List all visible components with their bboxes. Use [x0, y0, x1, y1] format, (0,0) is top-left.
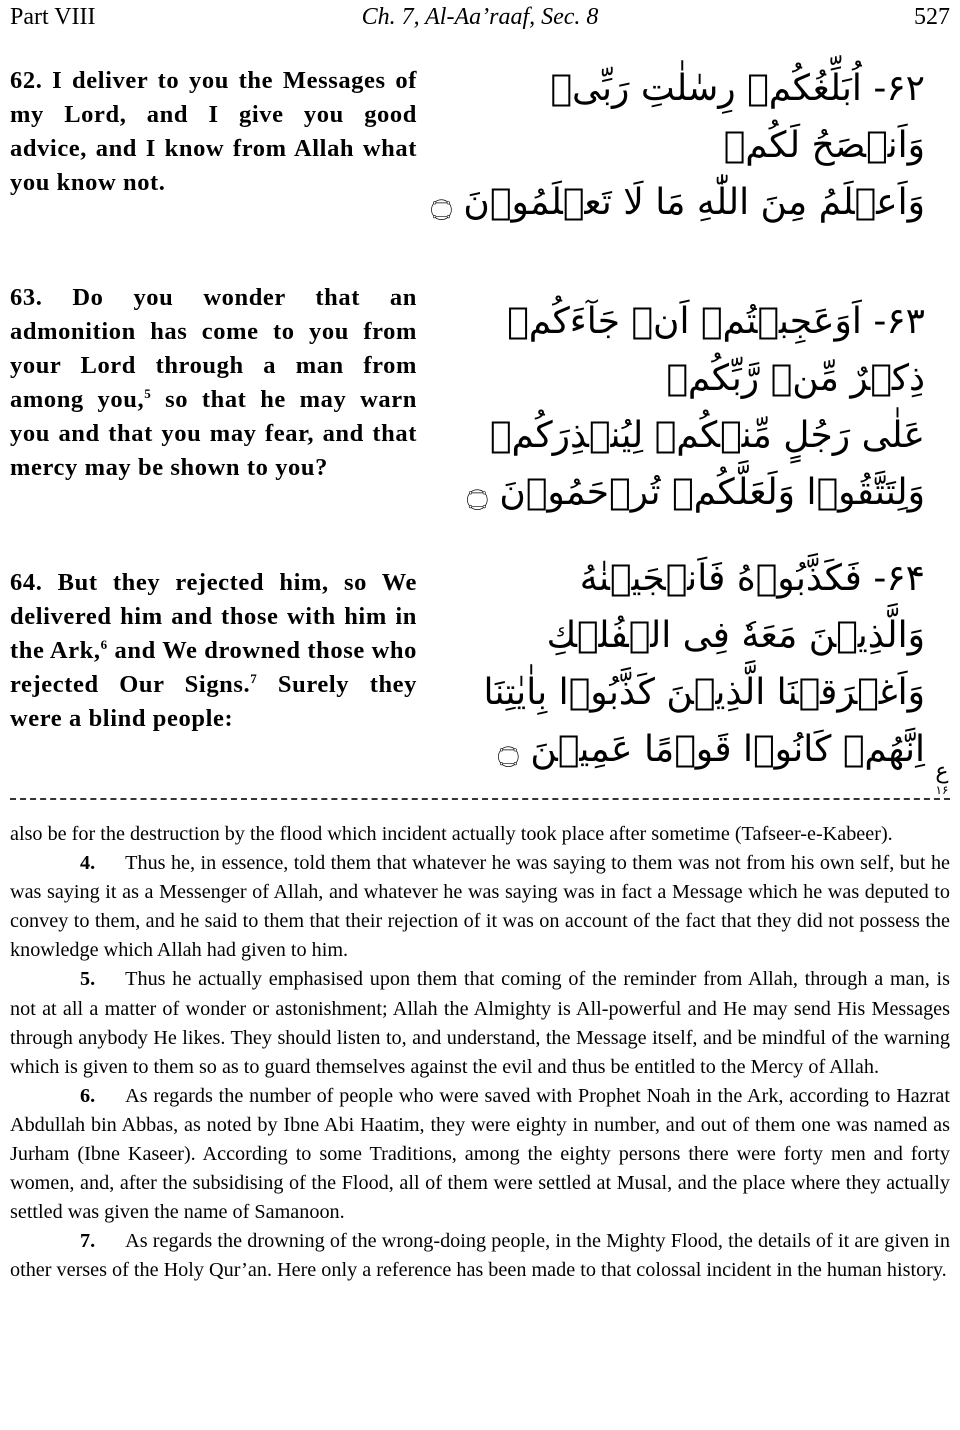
ruku-letter: ع — [935, 759, 949, 784]
verse-text: Surely they were a blind people: — [10, 671, 417, 732]
verse-63-arabic — [466, 293, 925, 521]
arabic-line: وَاَغۡرَقۡنَا الَّذِيۡنَ كَذَّبُوۡا بِاٰيٰتِنَا — [483, 672, 925, 713]
page-header — [10, 4, 950, 34]
footnote-7 — [10, 1227, 950, 1285]
chapter-title: Ch. 7, Al-Aa’raaf, Sec. 8 — [361, 4, 599, 30]
verse-text: 64. But they rejected him, so We delivered him and those with him in the Ark, — [10, 569, 417, 664]
arabic-line: ذِكۡرٌ مِّنۡ رَّبِّكُمۡ — [666, 358, 925, 399]
footnote-ref: 6 — [100, 636, 108, 652]
verse-64-translation — [10, 566, 417, 736]
part-label: Part VIII — [10, 4, 96, 30]
arabic-line: ۶۴- فَكَذَّبُوۡهُ فَاَنۡجَيۡنٰهُ — [579, 558, 925, 599]
footnote-number: 6. — [80, 1084, 96, 1107]
arabic-line: عَلٰی رَجُلٍ مِّنۡكُمۡ لِيُنۡذِرَكُمۡ — [489, 415, 925, 456]
arabic-line: وَلِتَتَّقُوۡا وَلَعَلَّكُمۡ تُرۡحَمُوۡنَ ۝ — [466, 472, 925, 513]
verse-64-arabic — [483, 550, 925, 778]
verse-63-translation — [10, 281, 417, 485]
footnote-4 — [10, 849, 950, 965]
verse-text: so that he may warn you and that you may fear, and that mercy may be shown to you? — [10, 386, 417, 481]
footnote-number: 5. — [80, 968, 96, 991]
verse-62-arabic — [430, 60, 925, 231]
footnote-6 — [10, 1082, 950, 1227]
footnote-text: As regards the drowning of the wrong-doing people, in the Mighty Flood, the details of it are given in other verses of the Holy Qur’an. Here only a reference has been made to that colossal incident in the human history. — [10, 1230, 950, 1282]
arabic-line: وَالَّذِيۡنَ مَعَهٗ فِی الۡفُلۡكِ — [546, 615, 925, 656]
footnotes — [10, 820, 950, 1286]
page-number: 527 — [914, 4, 950, 30]
verse-text: and We drowned those who rejected Our Signs. — [10, 637, 417, 698]
arabic-line: اِنَّهُمۡ كَانُوۡا قَوۡمًا عَمِيۡنَ ۝ — [497, 729, 925, 770]
footnote-ref: 7 — [250, 670, 258, 686]
footnote-continuation: also be for the destruction by the flood which incident actually took place after sometime (Tafseer-e-Kabeer). — [10, 823, 893, 845]
footnote-text: Thus he, in essence, told them that whatever he was saying to them was not from his own self, but he was saying it as a Messenger of Allah, and whatever he was saying was in fact a Message which he was deputed to convey to them, and he said to them that their rejection of it was on account of the fact that they did not possess the knowledge which Allah had given to him. — [10, 852, 950, 962]
footnote-number: 7. — [80, 1230, 96, 1253]
verse-62-translation: 62. I deliver to you the Messages of my Lord, and I give you good advice, and I know from Allah what you know not. — [10, 67, 417, 196]
footnote-text: Thus he actually emphasised upon them that coming of the reminder from Allah, through a man, is not at all a matter of wonder or astonishment; Allah the Almighty is All-powerful and He may send His Messages through anybody He likes. They should listen to, and understand, the Message itself, and be mindful of the warning which is given to them so as to guard themselves against the evil and thus be entitled to the Mercy of Allah. — [10, 968, 950, 1078]
ruku-number: ۱۶ — [935, 783, 949, 797]
footnote-number: 4. — [80, 852, 96, 875]
ruku-marker — [928, 760, 956, 796]
footnote-divider — [10, 798, 950, 800]
footnote-text: As regards the number of people who were saved with Prophet Noah in the Ark, according to Hazrat Abdullah bin Abbas, as noted by Ibne Abi Haatim, they were eighty in number, and out of them one was named as Jurham (Ibne Kaseer). According to some Traditions, among the eighty persons there were forty men and forty women, and, after the subsidising of the Flood, all of them were settled at Musal, and the place where they actually settled was given the name of Samanoon. — [10, 1084, 950, 1224]
verse-text: 63. Do you wonder that an admonition has come to you from your Lord through a man from among you, — [10, 284, 417, 413]
footnote-5 — [10, 965, 950, 1081]
footnote-ref: 5 — [144, 385, 152, 401]
arabic-line: وَاَعۡلَمُ مِنَ اللّٰهِ مَا لَا تَعۡلَمُوۡنَ ۝ — [430, 182, 925, 223]
arabic-line: ۶۲- اُبَلِّغُكُمۡ رِسٰلٰتِ رَبِّیۡ — [550, 68, 925, 109]
arabic-line: وَاَنۡصَحُ لَكُمۡ — [723, 125, 925, 166]
arabic-line: ۶۳- اَوَعَجِبۡتُمۡ اَنۡ جَآءَكُمۡ — [507, 301, 925, 342]
